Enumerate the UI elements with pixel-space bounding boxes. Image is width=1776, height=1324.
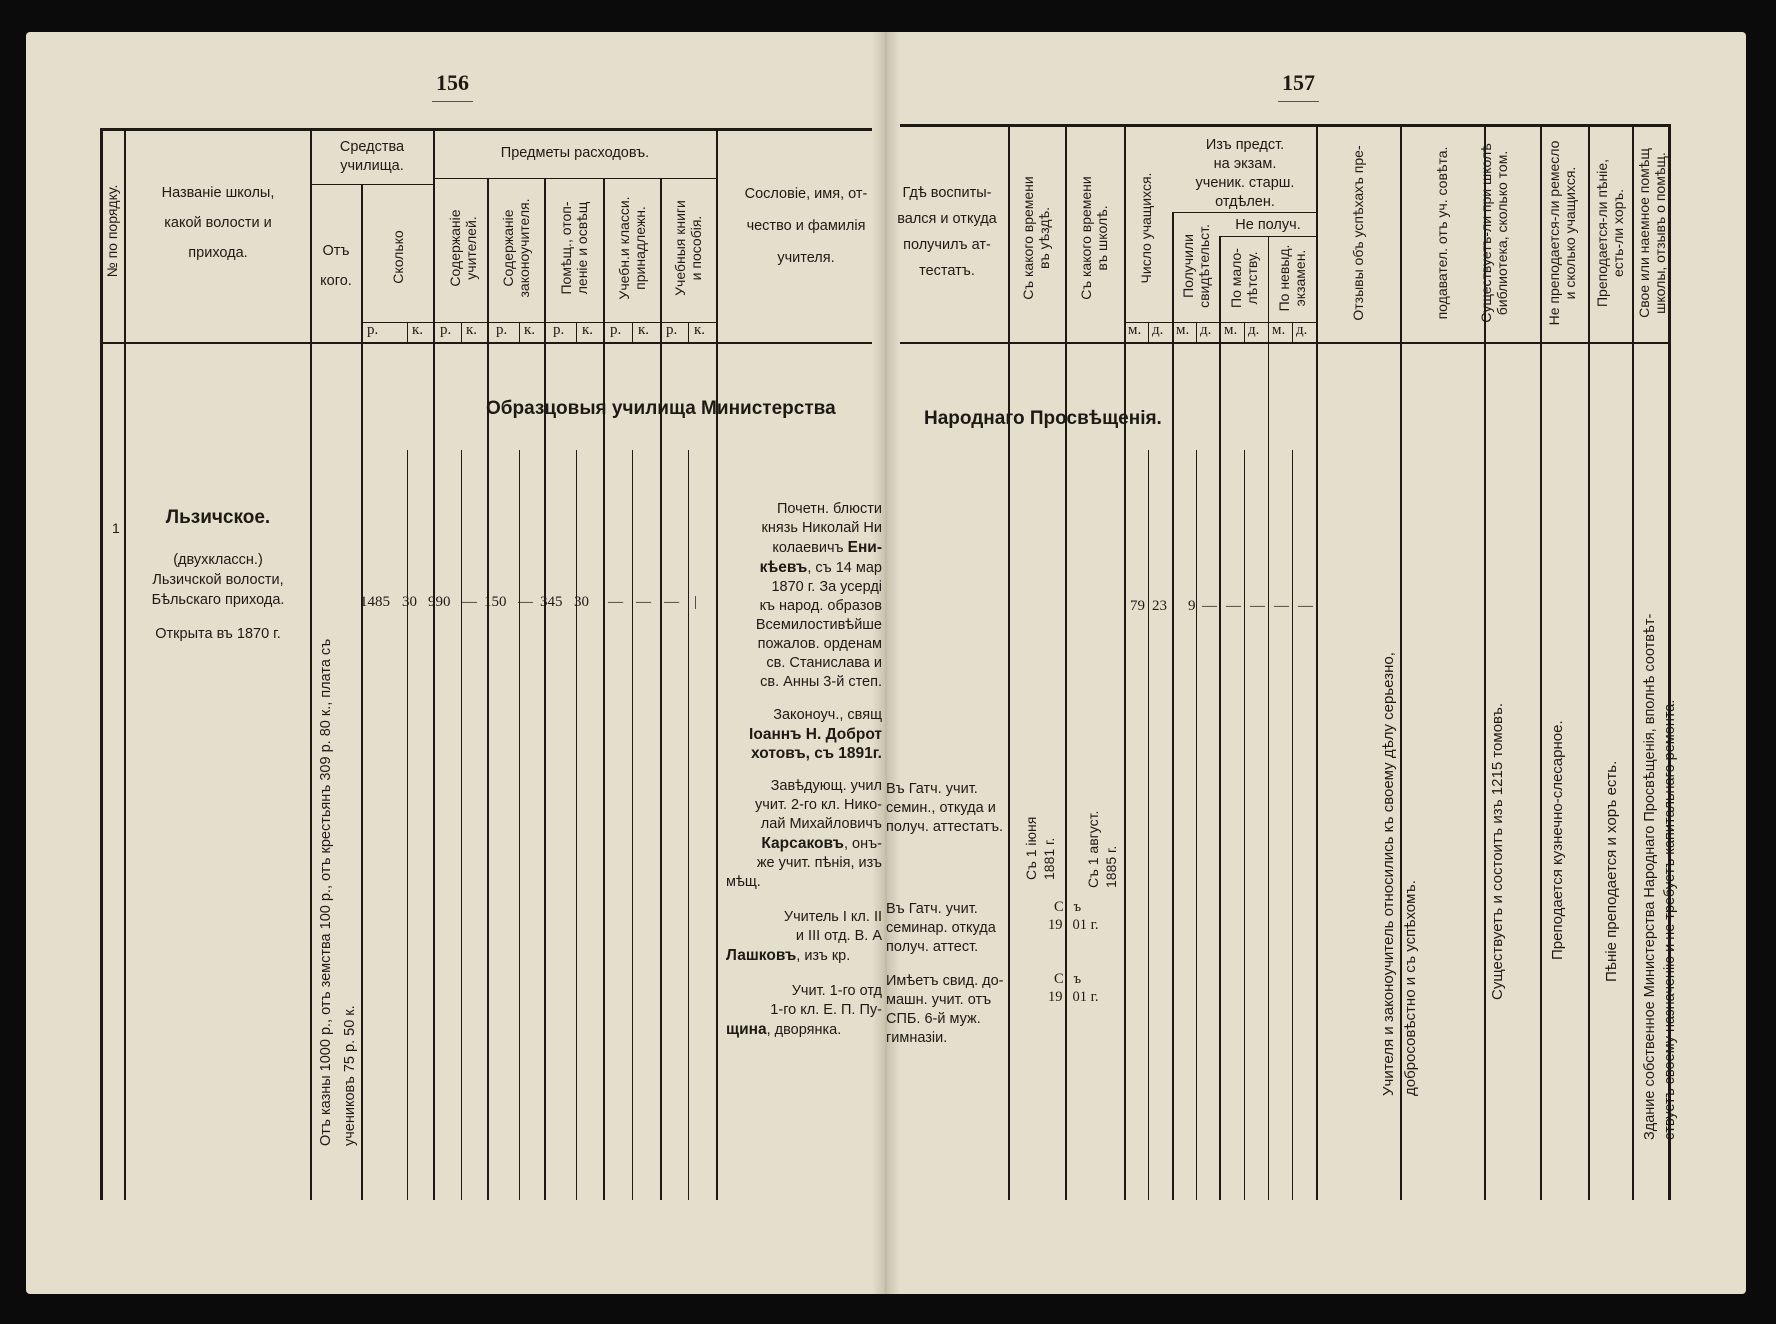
- absent-d: —: [1298, 598, 1313, 614]
- supplies-r: —: [608, 594, 623, 610]
- school-type: (двухклассн.): [173, 552, 263, 568]
- premises-r: 345: [540, 594, 563, 610]
- header-col-young: По мало- лѣтству.: [1228, 248, 1260, 308]
- unit-d: д.: [1248, 322, 1260, 338]
- header-col-since-school: Съ какого времени въ школѣ.: [1078, 176, 1110, 300]
- header-col-council: подавател. отъ уч. совѣта.: [1434, 146, 1450, 320]
- school-parish: Бѣльскаго прихода.: [151, 592, 285, 608]
- young-d: —: [1250, 598, 1265, 614]
- teachers-r: 990: [428, 594, 451, 610]
- section-title-right: Народнаго Просвѣщенія.: [924, 408, 1162, 429]
- school-cell: [128, 508, 308, 644]
- teachers-k: —: [462, 594, 477, 610]
- unit-rub: р.: [610, 322, 622, 338]
- teacher-entry: Законоуч., свящ Іоаннъ Н. Доброт хотовъ, съ 1891г.: [749, 707, 882, 762]
- header-col-pupils: Число учащихся.: [1138, 172, 1154, 284]
- teacher-entry: Учит. 1-го отд 1-го кл. Е. П. Пу- щина, дворянка.: [726, 983, 882, 1038]
- school-opened: Открыта въ 1870 г.: [155, 626, 281, 642]
- unit-kop: к.: [694, 322, 706, 338]
- header-col-singing: Преподается-ли пѣніе, есть-ли хоръ.: [1594, 158, 1626, 308]
- unit-kop: к.: [466, 322, 478, 338]
- where-educated-4: Въ Гатч. учит. семинар. откуда получ. аттест.: [886, 901, 996, 955]
- supplies-k: —: [636, 594, 651, 610]
- since-date-5: С ъ 19 01 г.: [1048, 971, 1099, 1005]
- header-col-premises: Помѣщ., отоп- леніе и освѣщ: [558, 201, 590, 295]
- header-col-school: Названіе школы, какой волости и прихода.: [161, 185, 275, 261]
- header-col-since-uezd: Съ какого времени въ уѣздѣ.: [1020, 176, 1052, 300]
- where-educated-3: Въ Гатч. учит. семин., откуда и получ. аттестатъ.: [886, 781, 1004, 835]
- row-number: 1: [112, 520, 120, 536]
- header-col-received: Получили свидѣтельст.: [1180, 224, 1212, 308]
- header-col-supplies: Учебн.и класси. принадлежн.: [616, 196, 648, 300]
- school-name: Льзичское.: [165, 507, 271, 528]
- header-col-craft: Не преподается-ли ремесло и сколько учащихся.: [1546, 140, 1578, 326]
- header-col-reviews: Отзывы объ успѣхахъ пре-: [1350, 145, 1366, 321]
- unit-d: д.: [1152, 322, 1164, 338]
- header-col-absent: По невыд. экзамен.: [1276, 244, 1308, 312]
- header-col-amount: Сколько: [390, 230, 406, 284]
- since-date-4: С ъ 19 01 г.: [1048, 899, 1099, 933]
- funds-from: Отъ казны 1000 р., отъ земства 100 р., отъ крестьянъ 309 р. 80 к., плата съ учениковъ 75 р. 50 к.: [318, 638, 358, 1146]
- amount-k: 30: [402, 594, 417, 610]
- header-col-from-whom: Отъ кого.: [320, 243, 352, 289]
- pupils-d: 23: [1152, 598, 1167, 614]
- unit-m: м.: [1224, 322, 1238, 338]
- law-k: —: [518, 594, 533, 610]
- since-uezd: Съ 1 іюня 1881 г.: [1023, 816, 1057, 880]
- unit-kop: к.: [524, 322, 536, 338]
- header-col-books: Учебныя книги и пособія.: [672, 200, 704, 296]
- unit-rub: р.: [367, 322, 379, 338]
- since-school: Съ 1 август. 1885 г.: [1085, 810, 1119, 888]
- books-k: |: [694, 594, 698, 610]
- unit-rub: р.: [496, 322, 508, 338]
- unit-kop: к.: [582, 322, 594, 338]
- pupils-m: 79: [1130, 598, 1145, 614]
- books-r: —: [664, 594, 679, 610]
- school-volost: Льзичской волости,: [152, 572, 284, 588]
- header-col-building: Свое или наемное помѣщ школы, отзывъ о помѣщ.: [1636, 148, 1668, 318]
- header-col-teachers: Содержаніе учителей.: [447, 209, 479, 287]
- header-col-where: Гдѣ воспиты- вался и откуда получилъ ат- тестатъ.: [897, 185, 997, 279]
- law-r: 150: [484, 594, 507, 610]
- unit-d: д.: [1296, 322, 1308, 338]
- absent-m: —: [1274, 598, 1289, 614]
- premises-k: 30: [574, 594, 589, 610]
- singing-text: Пѣніе преподается и хоръ есть.: [1603, 760, 1620, 982]
- section-title-left: Образцовыя училища Министерства: [486, 398, 836, 419]
- header-group-expenses: Предметы расходовъ.: [500, 145, 650, 161]
- header-group-exam: Изъ предст. на экзам. ученик. старш. отдѣлен.: [1195, 137, 1295, 210]
- received-m: 9: [1188, 598, 1196, 614]
- young-m: —: [1226, 598, 1241, 614]
- received-d: —: [1202, 598, 1217, 614]
- header-group-not-received: Не получ.: [1235, 217, 1301, 233]
- unit-m: м.: [1272, 322, 1286, 338]
- unit-rub: р.: [440, 322, 452, 338]
- header-col-library: Существуетъ-ли при школѣ библиотека, сколько том.: [1478, 143, 1510, 323]
- unit-m: м.: [1128, 322, 1142, 338]
- amount-r: 1485: [360, 594, 390, 610]
- header-col-estate: Сословіе, имя, от- чество и фамилія учителя.: [744, 186, 868, 266]
- teacher-entry: Почетн. блюсти князь Николай Ни колаевичъ Ени- кѣевъ, съ 14 мар 1870 г. За усерді къ народ. образов Всемилостивѣйше пожалов. орденам св. Станислава и св. Анны 3-й степ.: [755, 501, 882, 690]
- page-number-left: 156: [436, 70, 469, 95]
- teacher-list: [726, 500, 882, 1040]
- header-col-no: № по порядку.: [104, 184, 120, 278]
- craft-text: Преподается кузнечно-слесарное.: [1549, 720, 1566, 960]
- unit-kop: к.: [638, 322, 650, 338]
- building-text: Здание собственное Министерства Народнаго Просвѣщенія, вполнѣ соотвѣт- ствуетъ своему назначенію и не требуетъ капитальнаго ремонта.: [1642, 613, 1678, 1140]
- unit-m: м.: [1176, 322, 1190, 338]
- unit-d: д.: [1200, 322, 1212, 338]
- teacher-entry: Завѣдующ. учил учит. 2-го кл. Нико- лай Михайловичъ Карсаковъ, онъ- же учит. пѣнія, изъ мѣщ.: [726, 778, 882, 890]
- where-educated-5: Имѣетъ свид. до- машн. учит. отъ СПБ. 6-й муж. гимназіи.: [886, 973, 1004, 1046]
- header-col-law: Содержаніе законоучителя.: [500, 198, 532, 298]
- page-number-right: 157: [1282, 70, 1315, 95]
- teacher-entry: Учитель I кл. II и III отд. В. А Лашковъ, изъ кр.: [726, 909, 882, 964]
- unit-rub: р.: [666, 322, 678, 338]
- header-group-funds: Средства училища.: [339, 139, 405, 174]
- unit-rub: р.: [553, 322, 565, 338]
- review-text: Учителя и законоучитель относились къ своему дѣлу серьезно, добросовѣстно и съ успѣхомъ.: [1380, 652, 1419, 1096]
- library-text: Существуетъ и состоитъ изъ 1215 томовъ.: [1489, 702, 1506, 1000]
- unit-kop: к.: [412, 322, 424, 338]
